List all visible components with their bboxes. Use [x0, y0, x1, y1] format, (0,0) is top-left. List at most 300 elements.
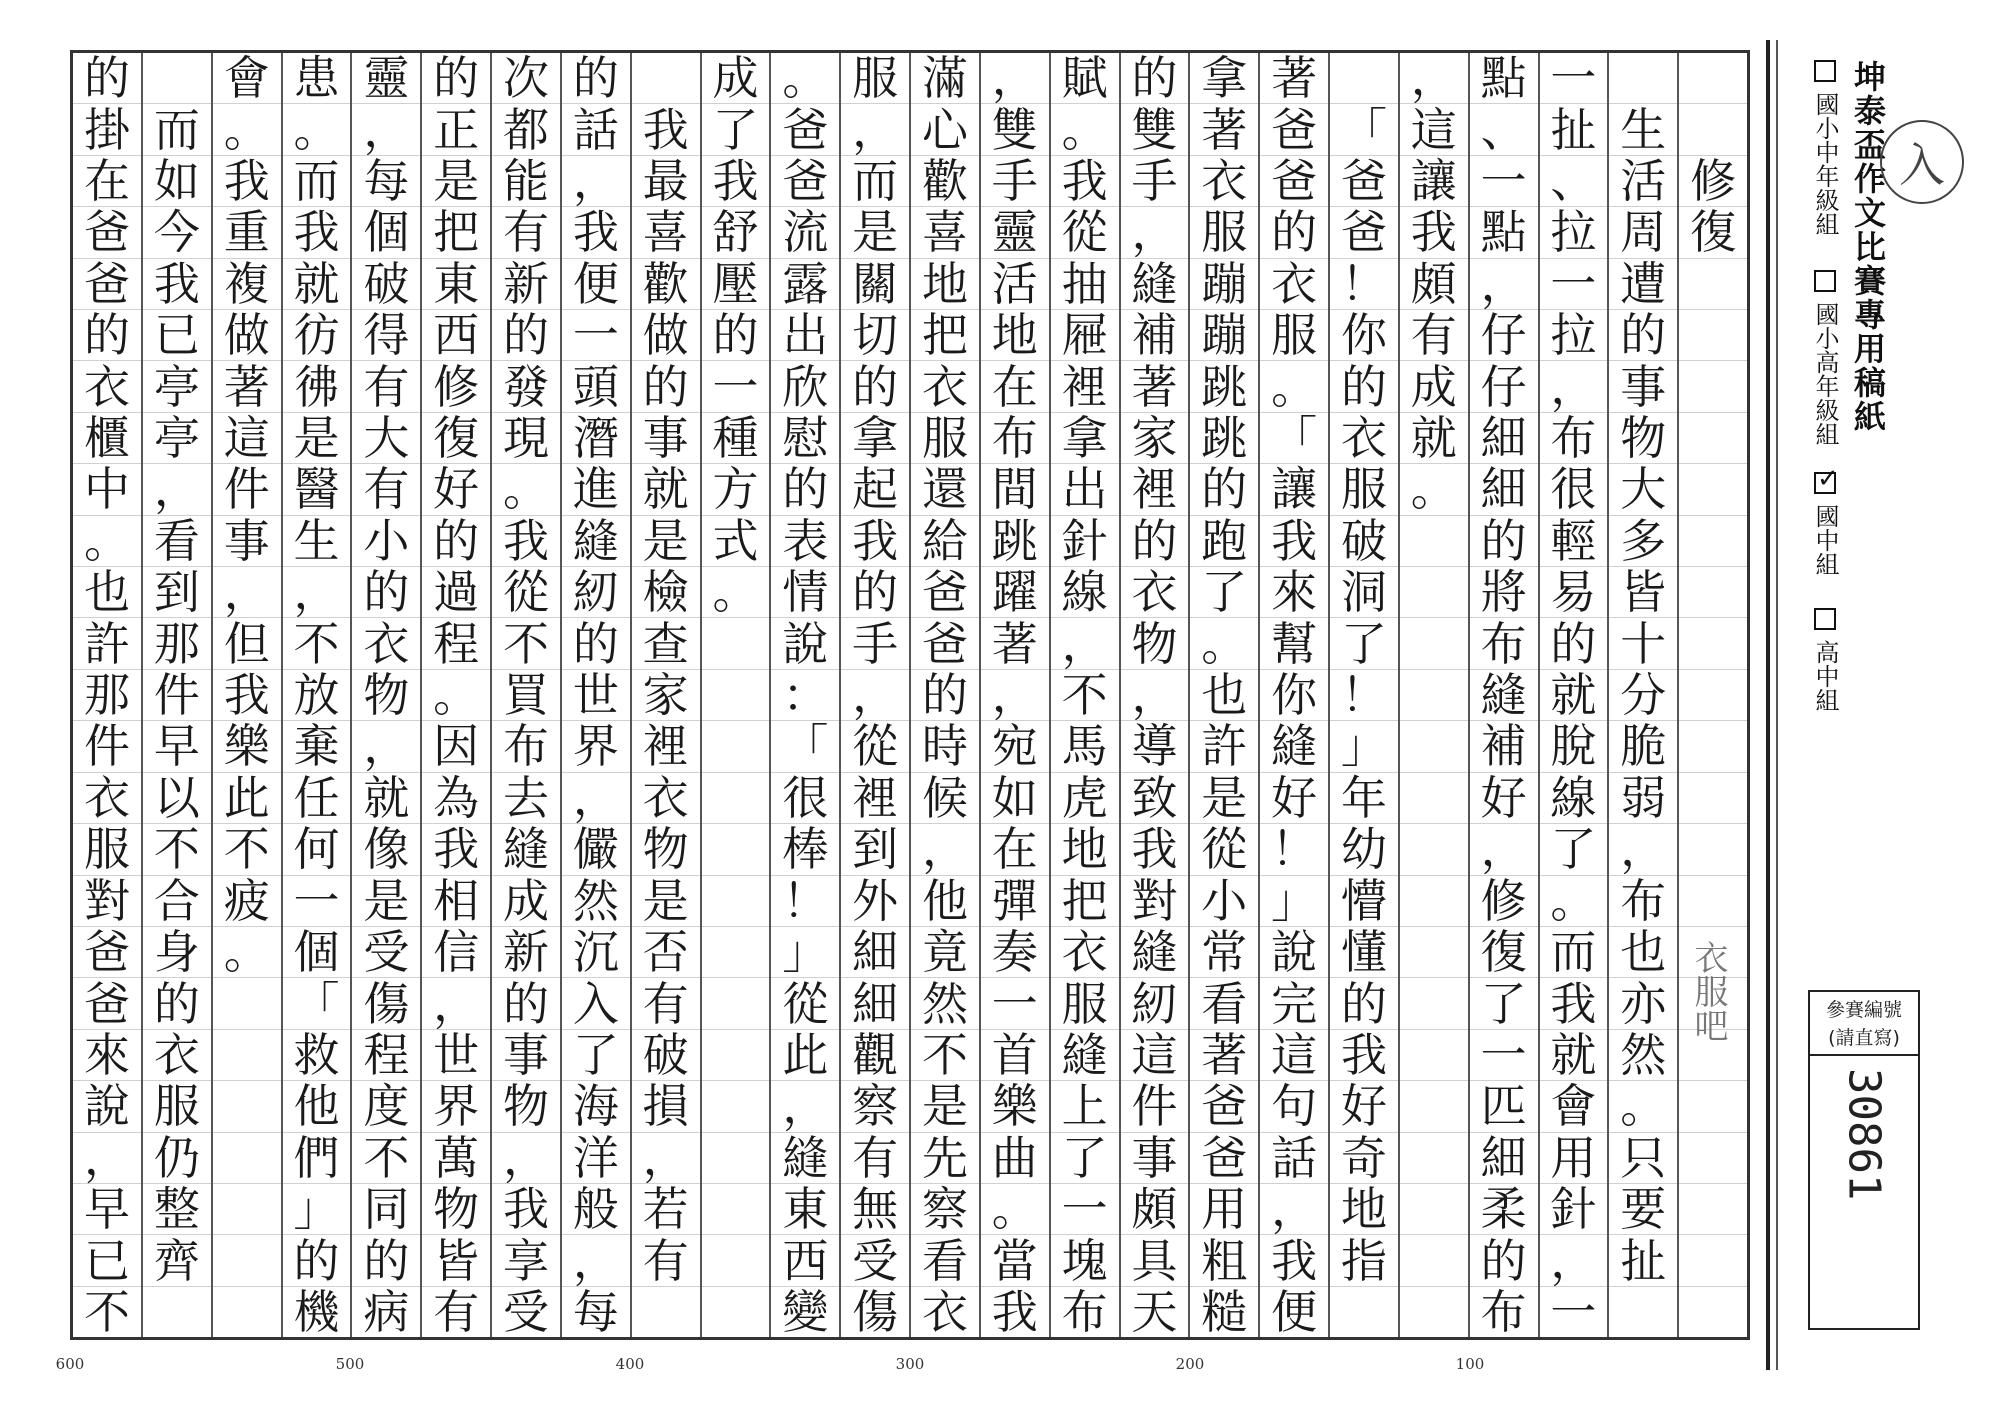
- essay-cell: 樂: [213, 720, 281, 771]
- essay-cell: 匹: [1470, 1080, 1538, 1131]
- essay-cell: 喜: [911, 206, 979, 257]
- essay-cell: 種: [702, 412, 770, 463]
- essay-cell: 周: [1609, 206, 1677, 257]
- essay-cell: 切: [841, 309, 909, 360]
- essay-cell: 紉: [1121, 977, 1189, 1028]
- essay-cell: 仔: [1470, 309, 1538, 360]
- essay-cell: [1330, 53, 1398, 103]
- essay-cell: 衣: [1260, 258, 1328, 309]
- essay-cell: 針: [1540, 1183, 1608, 1234]
- essay-cell: 說: [1260, 926, 1328, 977]
- essay-cell: 常: [1190, 926, 1258, 977]
- essay-cell: 每: [352, 155, 420, 206]
- essay-cell: 衣: [352, 617, 420, 668]
- essay-cell: 手: [841, 617, 909, 668]
- essay-cell: 「: [283, 977, 351, 1028]
- option-elementary-upper[interactable]: [1808, 270, 1843, 446]
- essay-cell: 著: [1190, 103, 1258, 154]
- essay-cell: 關: [841, 258, 909, 309]
- essay-cell: 」: [283, 1183, 351, 1234]
- essay-cell: 給: [911, 515, 979, 566]
- essay-cell: [702, 977, 770, 1028]
- essay-cell: ，: [1121, 206, 1189, 257]
- essay-cell: 易: [1540, 566, 1608, 617]
- essay-cell: 仔: [1470, 360, 1538, 411]
- essay-cell: 欣: [771, 360, 839, 411]
- essay-cell: 便: [562, 258, 630, 309]
- essay-cell: 我: [1540, 977, 1608, 1028]
- essay-cell: 十: [1609, 617, 1677, 668]
- essay-cell: 抽: [1051, 258, 1119, 309]
- essay-cell: 看: [911, 1234, 979, 1285]
- essay-cell: 分: [1609, 669, 1677, 720]
- essay-cell: 爸: [1190, 1132, 1258, 1183]
- essay-cell: ，: [632, 1132, 700, 1183]
- essay-cell: 那: [143, 617, 211, 668]
- essay-cell: 活: [1609, 155, 1677, 206]
- essay-cell: 地: [1330, 1183, 1398, 1234]
- essay-cell: 來: [73, 1029, 141, 1080]
- essay-column: [560, 53, 630, 1337]
- essay-cell: 發: [492, 360, 560, 411]
- essay-cell: 拿: [841, 412, 909, 463]
- essay-cell: 信: [422, 926, 490, 977]
- essay-cell: 一: [1540, 258, 1608, 309]
- essay-cell: ：: [771, 669, 839, 720]
- essay-cell: 件: [143, 669, 211, 720]
- essay-cell: 若: [632, 1183, 700, 1234]
- essay-cell: 西: [422, 309, 490, 360]
- essay-cell: 爸: [73, 206, 141, 257]
- essay-cell: 復: [422, 412, 490, 463]
- essay-cell: 不: [911, 1029, 979, 1080]
- essay-column: [211, 53, 281, 1337]
- essay-cell: 虎: [1051, 772, 1119, 823]
- essay-cell: ！: [771, 875, 839, 926]
- essay-cell: 不: [73, 1286, 141, 1337]
- essay-cell: 一: [1470, 155, 1538, 206]
- essay-cell: 布: [1540, 412, 1608, 463]
- essay-cell: 許: [1190, 720, 1258, 771]
- essay-cell: 的: [1609, 309, 1677, 360]
- essay-cell: 裡: [1051, 360, 1119, 411]
- essay-cell: 有: [352, 360, 420, 411]
- essay-cell: 爸: [771, 103, 839, 154]
- essay-cell: 萬: [422, 1132, 490, 1183]
- essay-cell: 讓: [1260, 463, 1328, 514]
- essay-cell: 是: [1190, 772, 1258, 823]
- essay-cell: [1400, 1132, 1468, 1183]
- essay-cell: 一: [1051, 1183, 1119, 1234]
- essay-cell: 修: [1470, 875, 1538, 926]
- essay-cell: 。: [213, 103, 281, 154]
- essay-cell: 身: [143, 926, 211, 977]
- essay-cell: [213, 1286, 281, 1337]
- essay-cell: 幫: [1260, 617, 1328, 668]
- essay-cell: 們: [283, 1132, 351, 1183]
- essay-cell: 而: [143, 103, 211, 154]
- essay-cell: ，: [1540, 1234, 1608, 1285]
- essay-cell: ，: [991, 51, 1038, 106]
- essay-cell: 新: [492, 926, 560, 977]
- essay-cell: 就: [1540, 669, 1608, 720]
- essay-cell: [1679, 1183, 1747, 1234]
- essay-cell: [702, 1286, 770, 1337]
- essay-cell: 有: [352, 463, 420, 514]
- essay-column: [1538, 53, 1608, 1337]
- essay-cell: 露: [771, 258, 839, 309]
- essay-cell: 一: [1550, 51, 1597, 106]
- essay-cell: 的: [1330, 360, 1398, 411]
- essay-cell: 是: [911, 1080, 979, 1131]
- essay-cell: 裡: [841, 772, 909, 823]
- essay-cell: 指: [1330, 1234, 1398, 1285]
- essay-cell: 弱: [1609, 772, 1677, 823]
- essay-cell: 整: [143, 1183, 211, 1234]
- essay-cell: 而: [283, 155, 351, 206]
- essay-cell: 細: [841, 926, 909, 977]
- essay-cell: 我: [1121, 823, 1189, 874]
- essay-cell: 生: [1609, 103, 1677, 154]
- essay-cell: 檢: [632, 566, 700, 617]
- essay-cell: 家: [632, 669, 700, 720]
- essay-cell: 的: [352, 566, 420, 617]
- essay-cell: 衣: [632, 772, 700, 823]
- essay-cell: 曲: [981, 1132, 1049, 1183]
- essay-cell: 對: [73, 875, 141, 926]
- margin-note: 衣服吧: [1688, 940, 1728, 1042]
- essay-cell: 棄: [283, 720, 351, 771]
- essay-cell: 要: [1609, 1183, 1677, 1234]
- essay-cell: ，: [911, 823, 979, 874]
- essay-cell: 地: [1051, 823, 1119, 874]
- essay-cell: [1609, 53, 1677, 103]
- essay-cell: 一: [981, 977, 1049, 1028]
- essay-cell: 衣: [1121, 566, 1189, 617]
- essay-cell: 方: [702, 463, 770, 514]
- essay-cell: 我: [492, 515, 560, 566]
- essay-cell: 就: [1540, 1029, 1608, 1080]
- essay-cell: 彿: [283, 360, 351, 411]
- essay-cell: 也: [73, 566, 141, 617]
- essay-cell: 首: [981, 1029, 1049, 1080]
- essay-cell: 這: [1260, 1029, 1328, 1080]
- essay-cell: 不: [492, 617, 560, 668]
- essay-column: [141, 53, 211, 1337]
- ruler-label: 200: [1175, 1355, 1205, 1373]
- essay-cell: 細: [841, 977, 909, 1028]
- essay-cell: 家: [1121, 412, 1189, 463]
- essay-cell: [1679, 566, 1747, 617]
- essay-cell: 布: [1609, 875, 1677, 926]
- essay-cell: 完: [1260, 977, 1328, 1028]
- essay-cell: 著: [213, 360, 281, 411]
- essay-cell: 」: [1260, 875, 1328, 926]
- essay-cell: 補: [1470, 720, 1538, 771]
- essay-cell: [213, 1029, 281, 1080]
- essay-cell: [213, 977, 281, 1028]
- essay-cell: 服: [1051, 977, 1119, 1028]
- essay-cell: 服: [143, 1080, 211, 1131]
- essay-cell: [1400, 772, 1468, 823]
- option-junior-high[interactable]: [1808, 472, 1843, 576]
- essay-cell: 了: [562, 1029, 630, 1080]
- essay-cell: 好: [1470, 772, 1538, 823]
- essay-cell: 了: [1540, 823, 1608, 874]
- essay-cell: 遭: [1609, 258, 1677, 309]
- essay-column: [490, 53, 560, 1337]
- essay-cell: 我: [632, 103, 700, 154]
- essay-cell: 為: [422, 772, 490, 823]
- writing-grid: [70, 50, 1750, 1340]
- essay-cell: 的: [562, 617, 630, 668]
- essay-cell: 衣: [911, 1286, 979, 1337]
- essay-cell: 縫: [771, 1132, 839, 1183]
- essay-cell: 。: [1540, 875, 1608, 926]
- essay-cell: [1400, 1029, 1468, 1080]
- essay-cell: 扯: [1540, 103, 1608, 154]
- option-elementary-upper-checkbox[interactable]: [1814, 270, 1836, 292]
- essay-cell: 蹦: [1190, 258, 1258, 309]
- essay-cell: [1400, 720, 1468, 771]
- essay-cell: [702, 823, 770, 874]
- essay-column: [1607, 53, 1677, 1337]
- essay-cell: 察: [841, 1080, 909, 1131]
- essay-cell: 洞: [1330, 566, 1398, 617]
- essay-cell: 躍: [981, 566, 1049, 617]
- essay-cell: ，: [1121, 669, 1189, 720]
- essay-cell: [702, 1029, 770, 1080]
- essay-cell: 輕: [1540, 515, 1608, 566]
- essay-cell: 彷: [283, 309, 351, 360]
- essay-cell: 早: [143, 720, 211, 771]
- essay-cell: 皆: [1609, 566, 1677, 617]
- essay-cell: 進: [562, 463, 630, 514]
- essay-cell: [1679, 463, 1747, 514]
- essay-cell: 爸: [1260, 103, 1328, 154]
- essay-cell: 的: [73, 309, 141, 360]
- essay-cell: 紉: [562, 566, 630, 617]
- essay-cell: 脫: [1540, 720, 1608, 771]
- essay-cell: 喜: [632, 206, 700, 257]
- option-elementary-middle-checkbox[interactable]: [1814, 60, 1836, 82]
- essay-cell: ！: [1330, 258, 1398, 309]
- essay-cell: 線: [1051, 566, 1119, 617]
- essay-column: [1119, 53, 1189, 1337]
- essay-cell: 櫃: [73, 412, 141, 463]
- essay-column: [839, 53, 909, 1337]
- essay-cell: 而: [1540, 926, 1608, 977]
- essay-cell: 是: [841, 206, 909, 257]
- essay-cell: 亭: [143, 412, 211, 463]
- essay-cell: 宛: [981, 720, 1049, 771]
- essay-cell: 早: [73, 1183, 141, 1234]
- essay-cell: 這: [1400, 103, 1468, 154]
- option-senior-high-checkbox[interactable]: [1814, 608, 1836, 630]
- essay-cell: [702, 926, 770, 977]
- essay-cell: [1679, 875, 1747, 926]
- essay-cell: 大: [1609, 463, 1677, 514]
- entry-label-line2: (請直寫): [1828, 1027, 1900, 1049]
- essay-cell: [702, 1234, 770, 1285]
- essay-cell: 。: [1051, 103, 1119, 154]
- essay-cell: 蹦: [1190, 309, 1258, 360]
- essay-cell: 了: [702, 103, 770, 154]
- essay-cell: 心: [911, 103, 979, 154]
- essay-cell: [1400, 617, 1468, 668]
- essay-cell: 縫: [562, 515, 630, 566]
- essay-cell: 小: [1190, 875, 1258, 926]
- essay-cell: 賦: [1061, 51, 1108, 106]
- essay-cell: 海: [562, 1080, 630, 1131]
- essay-cell: 傷: [841, 1286, 909, 1337]
- essay-cell: 齊: [143, 1234, 211, 1285]
- essay-cell: 我: [422, 823, 490, 874]
- essay-cell: 出: [771, 309, 839, 360]
- essay-cell: 是: [283, 412, 351, 463]
- essay-cell: 個: [352, 206, 420, 257]
- essay-cell: [1400, 515, 1468, 566]
- essay-cell: 棒: [771, 823, 839, 874]
- essay-cell: 事: [492, 1029, 560, 1080]
- essay-cell: 界: [562, 720, 630, 771]
- essay-cell: 復: [1470, 926, 1538, 977]
- essay-cell: 物: [422, 1183, 490, 1234]
- essay-cell: 服: [1330, 463, 1398, 514]
- option-elementary-middle-label: 國小中年級組: [1811, 92, 1839, 236]
- essay-cell: 柔: [1470, 1183, 1538, 1234]
- essay-cell: 有: [841, 1132, 909, 1183]
- essay-cell: ，: [73, 1132, 141, 1183]
- essay-cell: 把: [1051, 875, 1119, 926]
- essay-cell: 重: [213, 206, 281, 257]
- essay-cell: 掛: [73, 103, 141, 154]
- essay-cell: 著: [981, 617, 1049, 668]
- essay-cell: 塊: [1051, 1234, 1119, 1285]
- essay-cell: 合: [143, 875, 211, 926]
- essay-cell: 無: [841, 1183, 909, 1234]
- essay-cell: 件: [1121, 1080, 1189, 1131]
- essay-column: [350, 53, 420, 1337]
- essay-cell: 任: [283, 772, 351, 823]
- essay-cell: 的: [492, 977, 560, 1028]
- essay-cell: 觀: [841, 1029, 909, 1080]
- essay-column: [1049, 53, 1119, 1337]
- essay-cell: 放: [283, 669, 351, 720]
- essay-cell: 入: [562, 977, 630, 1028]
- essay-cell: 具: [1121, 1234, 1189, 1285]
- essay-cell: ，: [841, 103, 909, 154]
- essay-cell: [213, 1234, 281, 1285]
- option-junior-high-checkbox[interactable]: [1814, 472, 1836, 494]
- essay-cell: [1400, 1286, 1468, 1337]
- essay-cell: 將: [1470, 566, 1538, 617]
- essay-cell: 病: [352, 1286, 420, 1337]
- essay-cell: 傷: [352, 977, 420, 1028]
- option-senior-high[interactable]: [1808, 608, 1843, 712]
- essay-cell: [702, 875, 770, 926]
- essay-cell: 我: [702, 155, 770, 206]
- essay-cell: 一: [1540, 1286, 1608, 1337]
- ruler-label: 600: [55, 1355, 85, 1373]
- essay-cell: 正: [422, 103, 490, 154]
- essay-cell: 的: [1131, 51, 1178, 106]
- essay-cell: 的: [702, 309, 770, 360]
- essay-cell: 說: [73, 1080, 141, 1131]
- essay-cell: 、: [1470, 103, 1538, 154]
- essay-cell: ，: [213, 566, 281, 617]
- essay-cell: 看: [1190, 977, 1258, 1028]
- essay-cell: [213, 1183, 281, 1234]
- essay-cell: 每: [562, 1286, 630, 1337]
- essay-column: [909, 53, 979, 1337]
- essay-cell: 程: [352, 1029, 420, 1080]
- essay-cell: 縫: [1121, 926, 1189, 977]
- essay-cell: 句: [1260, 1080, 1328, 1131]
- option-elementary-upper-label: 國小高年級組: [1811, 302, 1839, 446]
- essay-cell: 壓: [702, 258, 770, 309]
- essay-cell: 跑: [1190, 515, 1258, 566]
- essay-cell: 拿: [1201, 51, 1248, 106]
- essay-cell: [1679, 823, 1747, 874]
- essay-cell: 物: [1121, 617, 1189, 668]
- essay-cell: 「: [1260, 412, 1328, 463]
- essay-cell: 好: [422, 463, 490, 514]
- essay-cell: 跳: [1190, 360, 1258, 411]
- essay-cell: [1400, 1183, 1468, 1234]
- essay-cell: ，: [562, 1234, 630, 1285]
- essay-cell: 針: [1051, 515, 1119, 566]
- essay-cell: 的: [572, 51, 619, 106]
- essay-cell: 用: [1190, 1183, 1258, 1234]
- essay-cell: 手: [981, 155, 1049, 206]
- entry-number-value[interactable]: 30861: [1838, 1068, 1890, 1201]
- essay-cell: 糙: [1190, 1286, 1258, 1337]
- essay-cell: 洋: [562, 1132, 630, 1183]
- essay-column: [1328, 53, 1398, 1337]
- essay-cell: [1679, 309, 1747, 360]
- essay-cell: 好: [1330, 1080, 1398, 1131]
- essay-cell: 以: [143, 772, 211, 823]
- essay-cell: 懂: [1330, 926, 1398, 977]
- essay-cell: 那: [73, 669, 141, 720]
- essay-cell: 的: [771, 463, 839, 514]
- essay-cell: ，: [492, 1132, 560, 1183]
- essay-cell: 的: [911, 669, 979, 720]
- essay-cell: 世: [422, 1029, 490, 1080]
- essay-cell: 滿: [921, 51, 968, 106]
- essay-cell: 已: [143, 309, 211, 360]
- essay-cell: ，: [562, 155, 630, 206]
- essay-cell: 沉: [562, 926, 630, 977]
- essay-cell: 有: [632, 977, 700, 1028]
- option-elementary-middle[interactable]: [1808, 60, 1843, 236]
- essay-cell: ，: [1470, 258, 1538, 309]
- essay-cell: 我: [1051, 155, 1119, 206]
- essay-cell: 對: [1121, 875, 1189, 926]
- essay-cell: 不: [213, 823, 281, 874]
- essay-cell: 雙: [981, 103, 1049, 154]
- essay-cell: 點: [1480, 51, 1527, 106]
- essay-cell: 已: [73, 1234, 141, 1285]
- essay-cell: 救: [283, 1029, 351, 1080]
- essay-cell: 。: [981, 1183, 1049, 1234]
- essay-cell: 一: [283, 875, 351, 926]
- essay-cell: 跳: [981, 515, 1049, 566]
- essay-cell: 我: [841, 515, 909, 566]
- essay-cell: 的: [492, 309, 560, 360]
- essay-cell: 買: [492, 669, 560, 720]
